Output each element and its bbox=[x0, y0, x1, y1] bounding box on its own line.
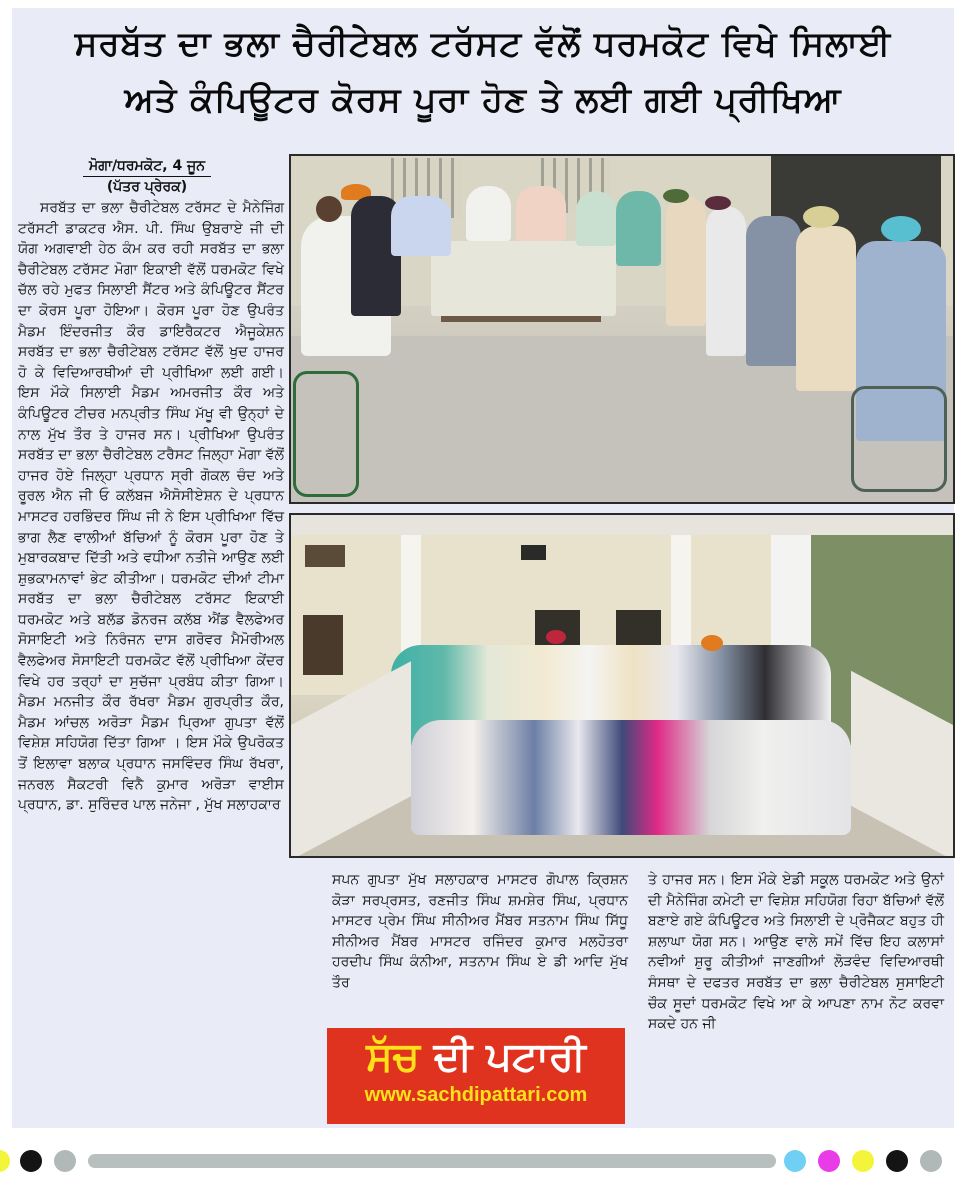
registration-dot-magenta bbox=[818, 1150, 840, 1172]
logo-title bbox=[327, 1032, 625, 1082]
registration-dot-black bbox=[20, 1150, 42, 1172]
photo-group bbox=[289, 513, 955, 858]
headline-line-2: ਅਤੇ ਕੰਪਿਊਟਰ ਕੋਰਸ ਪੂਰਾ ਹੋਣ ਤੇ ਲਈ ਗਈ ਪ੍ਰੀਖਿਆ bbox=[124, 80, 842, 120]
dateline-place-date: ਮੋਗਾ/ਧਰਮਕੋਟ, 4 ਜੂਨ bbox=[83, 156, 211, 177]
publication-logo bbox=[327, 1028, 625, 1124]
article-paragraph: ਤੇ ਹਾਜਰ ਸਨ। ਇਸ ਮੌਕੇ ਏਡੀ ਸਕੂਲ ਧਰਮਕੋਟ ਅਤੇ ਉਨਾਂ ਦੀ ਮੈਨੇਜਿੰਗ ਕਮੇਟੀ ਦਾ ਵਿਸ਼ੇਸ਼ ਸਹਿਯੋਗ ਰਿਹਾ ਬੱਚਿਆਂ ਵੱਲੋਂ ਬਣਾਏ ਗਏ ਕੰਪਿਊਟਰ ਅਤੇ ਸਿਲਾਈ ਦੇ ਪ੍ਰੋਜੈਕਟ ਬਹੁਤ ਹੀ ਸ਼ਲਾਘਾ ਯੋਗ ਸਨ। ਆਉਣ ਵਾਲੇ ਸਮੇਂ ਵਿੱਚ ਇਹ ਕਲਾਸਾਂ ਨਵੀਆਂ ਸ਼ੁਰੂ ਕੀਤੀਆਂ ਜਾਣਗੀਆਂ ਲੋੜਵੰਦ ਵਿਦਿਆਰਥੀ ਸੰਸਥਾ ਦੇ ਦਫਤਰ ਸਰਬੱਤ ਦਾ ਭਲਾ ਚੈਰੀਟੇਬਲ ਸੁਸਾਇਟੀ ਚੌਕ ਸੂਦਾਂ ਧਰਮਕੋਟ ਵਿਖੇ ਆ ਕੇ ਆਪਣਾ ਨਾਮ ਨੋਟ ਕਰਵਾ ਸਕਦੇ ਹਨ ਜੀ bbox=[648, 872, 944, 1033]
article-column-2 bbox=[332, 870, 628, 994]
registration-dot-yellow-2 bbox=[852, 1150, 874, 1172]
dateline-byline: (ਪੱਤਰ ਪ੍ਰੇਰਕ) bbox=[106, 179, 188, 195]
logo-title-part-2: ਦੀ ਪਟਾਰੀ bbox=[419, 1034, 586, 1080]
headline-line-1: ਸਰਬੱਤ ਦਾ ਭਲਾ ਚੈਰੀਟੇਬਲ ਟਰੱਸਟ ਵੱਲੋਂ ਧਰਮਕੋਟ ਵਿਖੇ ਸਿਲਾਈ bbox=[74, 24, 892, 64]
article-paragraph: ਸਰਬੱਤ ਦਾ ਭਲਾ ਚੈਰੀਟੇਬਲ ਟਰੱਸਟ ਦੇ ਮੈਨੇਜਿੰਗ ਟਰੱਸਟੀ ਡਾਕਟਰ ਐਸ. ਪੀ. ਸਿੰਘ ਉਬਰਾਏ ਜੀ ਦੀ ਯੋਗ ਅਗਵਾਈ ਹੇਠ ਕੰਮ ਕਰ ਰਹੀ ਸਰਬੱਤ ਦਾ ਭਲਾ ਚੈਰੀਟੇਬਲ ਟਰੱਸਟ ਮੋਗਾ ਇਕਾਈ ਵੱਲੋਂ ਧਰਮਕੋਟ ਵਿਖੇ ਚੱਲ ਰਹੇ ਮੁਫਤ ਸਿਲਾਈ ਸੈਂਟਰ ਅਤੇ ਕੰਪਿਊਟਰ ਸੈਂਟਰ ਦਾ ਕੋਰਸ ਪੂਰਾ ਹੋਇਆ। ਕੋਰਸ ਪੂਰਾ ਹੋਣ ਉਪਰੰਤ ਮੈਡਮ ਇੰਦਰਜੀਤ ਕੌਰ ਡਾਇਰੈਕਟਰ ਐਜੂਕੇਸ਼ਨ ਸਰਬੱਤ ਦਾ ਭਲਾ ਚੈਰੀਟੇਬਲ ਟਰੱਸਟ ਵੱਲੋਂ ਖੁਦ ਹਾਜਰ ਹੋ ਕੇ ਵਿਦਿਆਰਥੀਆਂ ਦੀ ਪ੍ਰੀਖਿਆ ਲਈ ਗਈ। ਇਸ ਮੌਕੇ ਸਿਲਾਈ ਮੈਡਮ ਅਮਰਜੀਤ ਕੌਰ ਅਤੇ ਕੰਪਿਊਟਰ ਟੀਚਰ ਮਨਪ੍ਰੀਤ ਸਿੰਘ ਮੱਖੂ ਵੀ ਉਨ੍ਹਾਂ ਦੇ ਨਾਲ ਮੁੱਖ ਤੌਰ ਤੇ ਹਾਜਰ ਸਨ। ਪ੍ਰੀਖਿਆ ਉਪਰੰਤ ਸਰਬੱਤ ਦਾ ਭਲਾ ਚੈਰੀਟੇਬਲ ਟਰੈਸਟ ਜਿਲ੍ਹਾ ਮੋਗਾ ਵੱਲੋਂ ਹਾਜਰ ਹੋਏ ਜਿਲ੍ਹਾ ਪ੍ਰਧਾਨ ਸ੍ਰੀ ਗੋਕਲ ਚੰਦ ਅਤੇ ਰੂਰਲ ਐਨ ਜੀ ਓ ਕਲੱਬਜ ਐਸੋਸੀਏਸ਼ਨ ਦੇ ਪ੍ਰਧਾਨ ਮਾਸਟਰ ਹਰਭਿੰਦਰ ਸਿੰਘ ਜੀ ਨੇ ਇਸ ਪ੍ਰੀਖਿਆ ਵਿੱਚ ਭਾਗ ਲੈਣ ਵਾਲੀਆਂ ਬੱਚਿਆਂ ਨੂੰ ਕੋਰਸ ਪੂਰਾ ਹੋਣ ਤੇ ਮੁਬਾਰਕਬਾਦ ਦਿੱਤੀ ਅਤੇ ਵਧੀਆ ਨਤੀਜੇ ਆਉਣ ਲਈ ਸ਼ੁਭਕਾਮਨਾਵਾਂ ਭੇਟ ਕੀਤੀਆ। ਧਰਮਕੋਟ ਦੀਆਂ ਟੀਮਾ ਸਰਬੱਤ ਦਾ ਭਲਾ ਚੈਰੀਟੇਬਲ ਟਰੱਸਟ ਇਕਾਈ ਧਰਮਕੋਟ ਅਤੇ ਬਲੱਡ ਡੋਨਰਜ ਕਲੱਬ ਐਂਡ ਵੈਲਫੇਅਰ ਸੋਸਾਇਟੀ ਅਤੇ ਨਿਰੰਜਨ ਦਾਸ ਗਰੋਵਰ ਮੈਮੋਰੀਅਲ ਵੈਲਫੇਅਰ ਸੋਸਾਇਟੀ ਧਰਮਕੋਟ ਵੱਲੋਂ ਪ੍ਰੀਖਿਆ ਕੇਂਦਰ ਵਿਖੇ ਹਰ ਤਰ੍ਹਾਂ ਦਾ ਸੁਚੱਜਾ ਪ੍ਰਬੰਧ ਕੀਤਾ ਗਿਆ। ਮੈਡਮ ਮਨਜੀਤ ਕੌਰ ਰੱਖਰਾ ਮੈਡਮ ਗੁਰਪ੍ਰੀਤ ਕੌਰ, ਮੈਡਮ ਆਂਚਲ ਅਰੋੜਾ ਮੈਡਮ ਪ੍ਰਿਆ ਗੁਪਤਾ ਵੱਲੋਂ ਵਿਸ਼ੇਸ਼ ਸਹਿਯੋਗ ਦਿੱਤਾ ਗਿਆ । ਇਸ ਮੌਕੇ ਉਪਰੋਕਤ ਤੋਂ ਇਲਾਵਾ ਬਲਾਕ ਪ੍ਰਧਾਨ ਜਸਵਿੰਦਰ ਸਿੰਘ ਰੱਖਰਾ, ਜਨਰਲ ਸੈਕਟਰੀ ਵਿਨੈ ਕੁਮਾਰ ਅਰੋੜਾ ਵਾਈਸ ਪ੍ਰਧਾਨ, ਡਾ. ਸੁਰਿੰਦਰ ਪਾਲ ਜਨੇਜਾ , ਮੁੱਖ ਸਲਾਹਕਾਰ bbox=[18, 200, 284, 814]
logo-url: www.sachdipattari.com bbox=[364, 1084, 588, 1106]
registration-dot-gray-2 bbox=[920, 1150, 942, 1172]
registration-dot-gray bbox=[54, 1150, 76, 1172]
photo-meeting bbox=[289, 154, 955, 504]
registration-dot-cyan bbox=[784, 1150, 806, 1172]
registration-track bbox=[88, 1154, 776, 1168]
dateline bbox=[12, 156, 282, 197]
color-registration-bar bbox=[0, 1148, 972, 1174]
logo-title-part-1: ਸੱਚ bbox=[366, 1034, 420, 1080]
article-paragraph: ਸਪਨ ਗੁਪਤਾ ਮੁੱਖ ਸਲਾਹਕਾਰ ਮਾਸਟਰ ਗੋਪਾਲ ਕ੍ਰਿਸ਼ਨ ਕੋੜਾ ਸਰਪ੍ਰਸਤ, ਰਣਜੀਤ ਸਿੰਘ ਸ਼ਮਸ਼ੇਰ ਸਿੰਘ, ਪ੍ਰਧਾਨ ਮਾਸਟਰ ਪ੍ਰੇਮ ਸਿੰਘ ਸੀਨੀਅਰ ਮੈਂਬਰ ਸਤਨਾਮ ਸਿੰਘ ਸਿੱਧੂ ਸੀਨੀਅਰ ਮੈਂਬਰ ਮਾਸਟਰ ਰਜਿੰਦਰ ਕੁਮਾਰ ਮਲਹੋਤਰਾ ਹਰਦੀਪ ਸਿੰਘ ਕੰਨੀਆ, ਸਤਨਾਮ ਸਿੰਘ ਏ ਡੀ ਆਦਿ ਮੁੱਖ ਤੌਰ bbox=[332, 872, 628, 991]
article-column-1 bbox=[18, 198, 284, 1118]
newspaper-clipping bbox=[12, 8, 954, 1128]
headline bbox=[12, 16, 954, 146]
registration-dot-black-2 bbox=[886, 1150, 908, 1172]
registration-dot-yellow bbox=[0, 1150, 10, 1172]
article-column-3 bbox=[648, 870, 944, 1035]
